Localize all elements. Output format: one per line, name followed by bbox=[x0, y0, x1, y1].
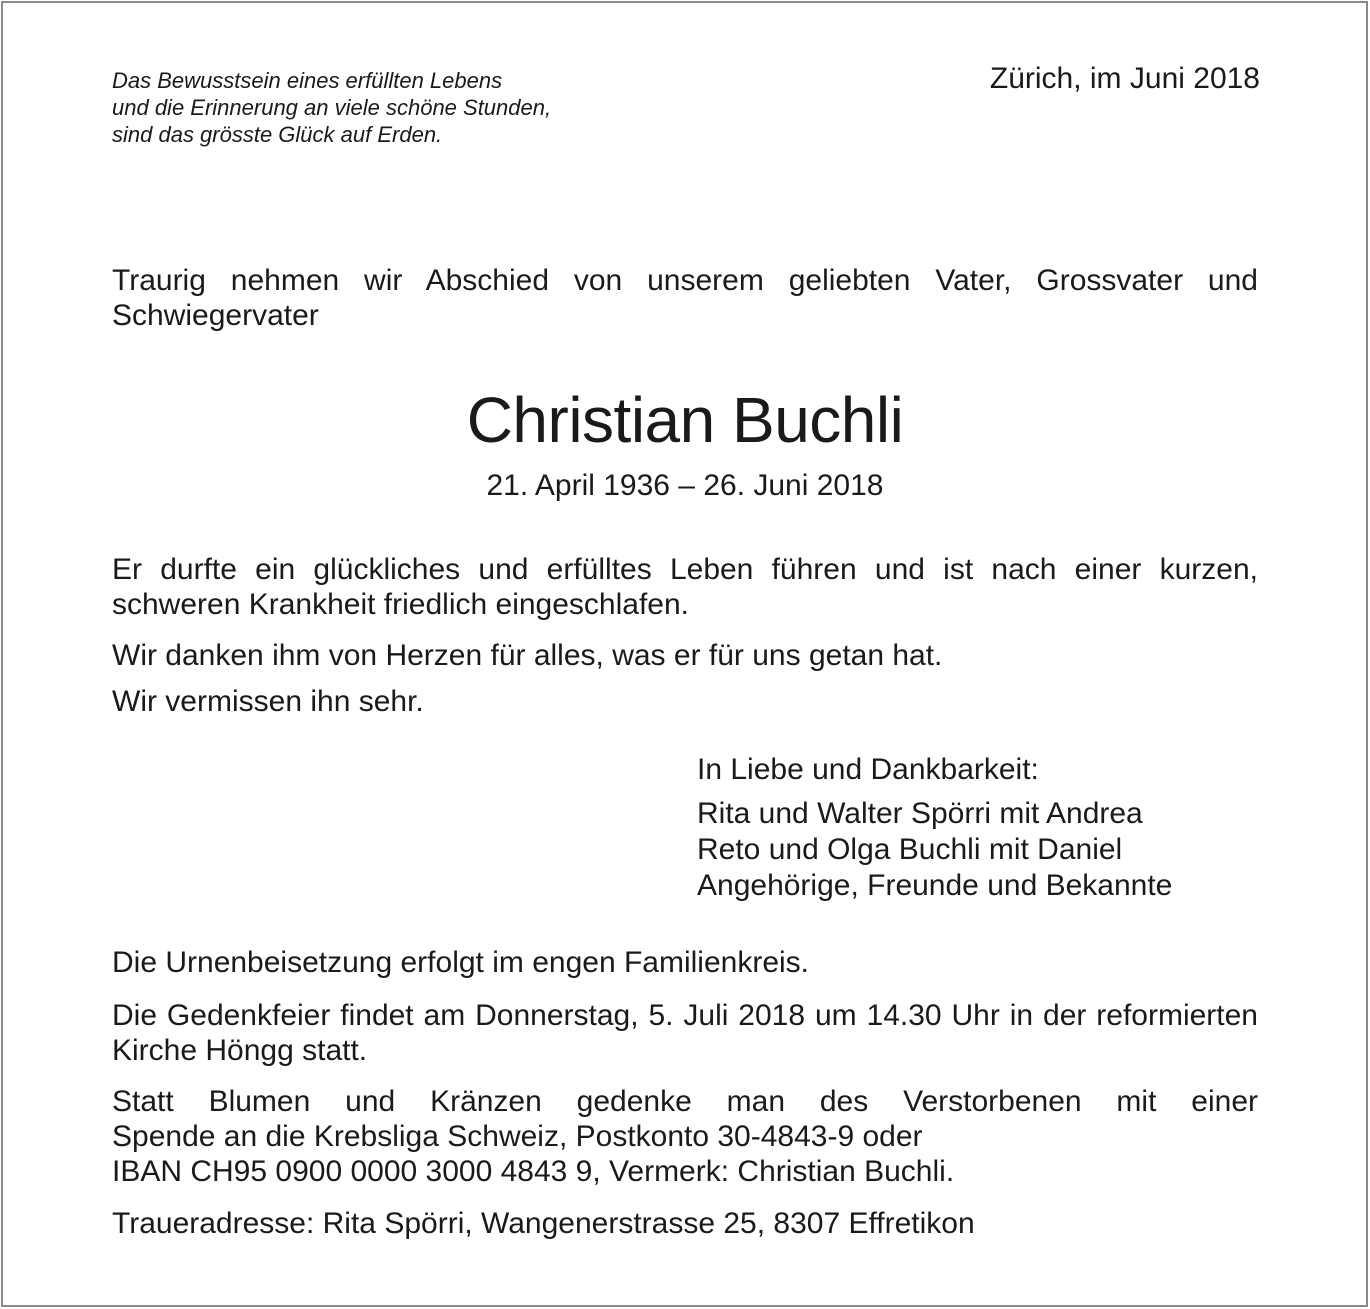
life-dates: 21. April 1936 – 26. Juni 2018 bbox=[486, 469, 884, 502]
ceremony-notice: Die Gedenkfeier findet am Donnerstag, 5. Juli 2018 um 14.30 Uhr in der reformierten Kirche Höngg statt. bbox=[112, 999, 1258, 1067]
motto bbox=[112, 67, 732, 148]
donation-line: Spende an die Krebsliga Schweiz, Postkonto 30-4843-9 oder bbox=[112, 1120, 923, 1153]
motto-line: sind das grösste Glück auf Erden. bbox=[112, 122, 443, 147]
mourning-address: Traueradresse: Rita Spörri, Wangenerstrasse 25, 8307 Effretikon bbox=[112, 1207, 975, 1240]
signoff-name: Rita und Walter Spörri mit Andrea bbox=[697, 797, 1143, 830]
motto-line: und die Erinnerung an viele schöne Stunden, bbox=[112, 95, 552, 120]
signoff-name: Reto und Olga Buchli mit Daniel bbox=[697, 833, 1123, 866]
donation-line: IBAN CH95 0900 0000 3000 4843 9, Vermerk: Christian Buchli. bbox=[112, 1155, 955, 1188]
thanks-text: Wir danken ihm von Herzen für alles, was er für uns getan hat. bbox=[112, 639, 943, 672]
intro-text: Traurig nehmen wir Abschied von unserem geliebten Vater, Grossvater und Schwiegervater bbox=[112, 264, 1258, 332]
donation-notice bbox=[112, 1084, 1258, 1189]
miss-text: Wir vermissen ihn sehr. bbox=[112, 685, 424, 718]
urn-notice: Die Urnenbeisetzung erfolgt im engen Familienkreis. bbox=[112, 946, 810, 979]
signoff-name: Angehörige, Freunde und Bekannte bbox=[697, 869, 1173, 902]
deceased-name: Christian Buchli bbox=[466, 384, 904, 456]
motto-line: Das Bewusstsein eines erfüllten Lebens bbox=[112, 68, 503, 93]
signoff-heading: In Liebe und Dankbarkeit: bbox=[697, 753, 1039, 786]
signoff bbox=[697, 752, 1172, 904]
life-text: Er durfte ein glückliches und erfülltes Leben führen und ist nach einer kurzen, schweren Krankheit friedlich eingeschlafen. bbox=[112, 553, 1258, 621]
donation-line: Statt Blumen und Kränzen gedenke man des Verstorbenen mit einer bbox=[112, 1085, 1258, 1118]
place-date: Zürich, im Juni 2018 bbox=[989, 62, 1260, 95]
